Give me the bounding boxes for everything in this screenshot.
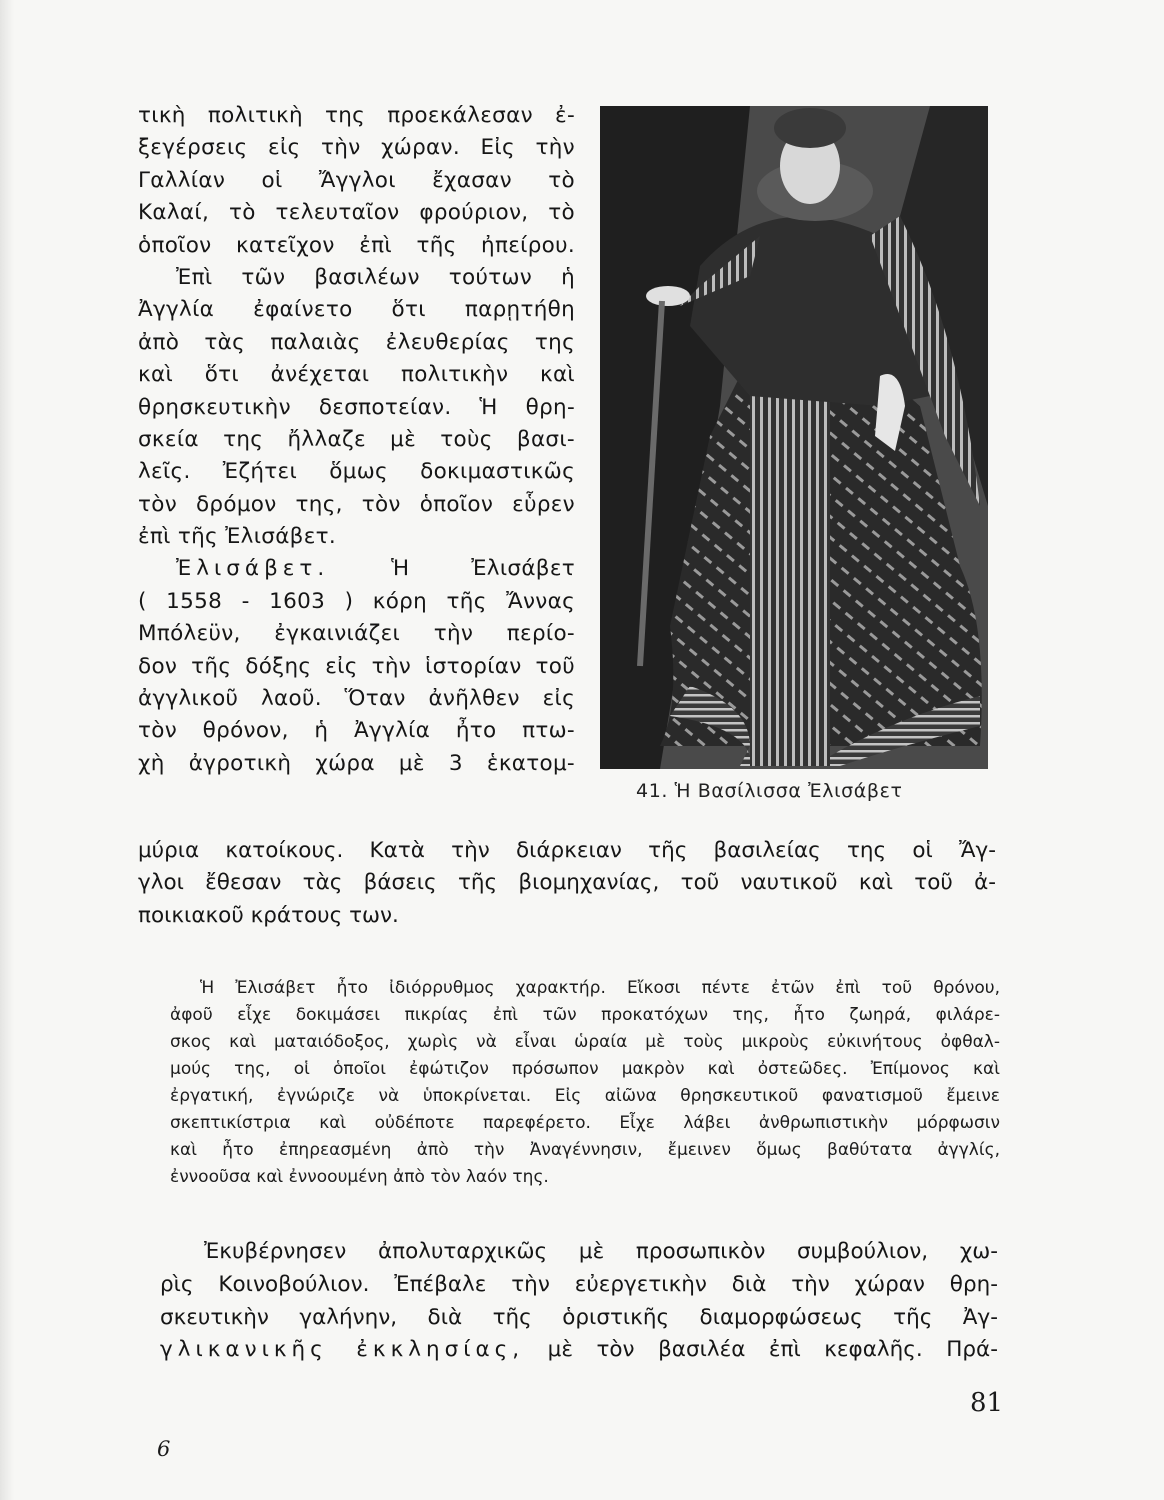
text-line: γλοι ἔθεσαν τὰς βάσεις τῆς βιομηχανίας, τοῦ ναυτικοῦ καὶ τοῦ ἀ-: [138, 870, 996, 896]
text-line: σκευτικὴν γαλήνην, διὰ τῆς ὁριστικῆς διαμορφώσεως τῆς Ἀγ-: [160, 1304, 998, 1330]
body-text-continued: [160, 1236, 998, 1367]
text-line: θρησκευτικὴν δεσποτείαν. Ἡ θρη-: [138, 394, 575, 420]
text-line: λεῖς. Ἐζήτει ὅμως δοκιμαστικῶς: [138, 459, 575, 485]
small-print-note: [170, 975, 1000, 1191]
section-heading: Ἐλισάβετ.: [176, 556, 330, 582]
text-line: Μπόλεϋν, ἐγκαινιάζει τὴν περίο-: [138, 621, 575, 647]
text-line: ἐπὶ τῆς Ἐλισάβετ.: [138, 524, 337, 550]
figure-caption-text: Ἡ Βασίλισσα Ἐλισάβετ: [674, 780, 903, 802]
wide-text: [138, 835, 996, 932]
note-line: σκεπτικίστρια καὶ οὐδέποτε παρεφέρετο. Εἶχε λάβει ἀνθρωπιστικὴν μόρφωσιν: [170, 1113, 1000, 1133]
signature-mark: 6: [157, 1437, 171, 1461]
text-line: ( 1558 - 1603 ) κόρη τῆς Ἄννας: [138, 588, 575, 614]
text-line: Ἐκυβέρνησεν ἀπολυταρχικῶς μὲ προσωπικὸν συμβούλιον, χω-: [204, 1239, 998, 1264]
text-line: σκεία της ἤλλαζε μὲ τοὺς βασι-: [138, 426, 575, 452]
text-line: ἀγγλικοῦ λαοῦ. Ὅταν ἀνῆλθεν εἰς: [138, 686, 575, 712]
hair: [774, 108, 846, 148]
text-line: ποικιακοῦ κράτους των.: [138, 902, 399, 928]
text-line: τὸν θρόνον, ἡ Ἀγγλία ἦτο πτω-: [138, 718, 575, 744]
figure-caption: [636, 780, 903, 802]
hand-left: [646, 286, 690, 306]
text-line: μύρια κατοίκους. Κατὰ τὴν διάρκειαν τῆς βασιλείας της οἱ Ἄγ-: [138, 838, 996, 863]
text-line: χὴ ἀγροτικὴ χώρα μὲ 3 ἑκατομ-: [138, 750, 575, 776]
section-start-line: [138, 553, 575, 585]
note-line: καὶ ἦτο ἐπηρεασμένη ἀπὸ τὴν Ἀναγέννησιν, ἔμεινεν ὅμως βαθύτατα ἀγγλίς,: [170, 1140, 1000, 1160]
text-line: Ἀγγλία ἐφαίνετο ὅτι παρῃτήθη: [138, 297, 575, 323]
column-text: [138, 100, 575, 780]
portrait-image: [600, 106, 988, 769]
note-line: ἐννοοῦσα καὶ ἐννοουμένη ἀπὸ τὸν λαόν της.: [170, 1167, 549, 1187]
text-line: καὶ ὅτι ἀνέχεται πολιτικὴν καὶ: [138, 362, 575, 388]
figure-number: 41.: [636, 780, 669, 802]
portrait-figure: [600, 106, 988, 769]
text-line: ἀπὸ τὰς παλαιὰς ἐλευθερίας της: [138, 329, 575, 355]
gown-panel: [750, 356, 830, 766]
text-line: Γαλλίαν οἱ Ἄγγλοι ἔχασαν τὸ: [138, 167, 575, 193]
page-edge-shadow: [0, 0, 14, 1500]
note-line: Ἡ Ἐλισάβετ ἦτο ἰδιόρρυθμος χαρακτήρ. Εἴκοσι πέντε ἐτῶν ἐπὶ τοῦ θρόνου,: [200, 978, 1000, 998]
text-line: ρὶς Κοινοβούλιον. Ἐπέβαλε τὴν εὐεργετικὴν διὰ τὴν χώραν θρη-: [160, 1271, 998, 1297]
text-line-composite: [160, 1334, 998, 1367]
text-line: ὁποῖον κατεῖχον ἐπὶ τῆς ἠπείρου.: [138, 232, 575, 258]
text-fragment: Ἡ Ἐλισάβετ: [391, 556, 575, 582]
text-line: τικὴ πολιτικὴ της προεκάλεσαν ἐ-: [138, 103, 575, 128]
text-line: τὸν δρόμον της, τὸν ὁποῖον εὗρεν: [138, 491, 575, 517]
text-line: Καλαί, τὸ τελευταῖον φρούριον, τὸ: [138, 200, 575, 226]
note-line: ἐργατική, ἐγνώριζε νὰ ὑποκρίνεται. Εἰς αἰῶνα θρησκευτικοῦ φανατισμοῦ ἔμεινε: [170, 1086, 1000, 1106]
text-line: Ἐπὶ τῶν βασιλέων τούτων ἡ: [176, 264, 575, 290]
spaced-emphasis: γλικανικῆς ἐκκλησίας,: [160, 1337, 525, 1363]
page-number: 81: [970, 1388, 1004, 1418]
text-fragment: μὲ τὸν βασιλέα ἐπὶ κεφαλῆς. Πρά-: [547, 1337, 998, 1363]
note-line: ἀφοῦ εἶχε δοκιμάσει πικρίας ἐπὶ τῶν προκατόχων της, ἦτο ζωηρά, φιλάρε-: [170, 1005, 1000, 1025]
text-line: ξεγέρσεις εἰς τὴν χώραν. Εἰς τὴν: [138, 135, 575, 161]
note-line: σκος καὶ ματαιόδοξος, χωρὶς νὰ εἶναι ὡραία μὲ τοὺς μικροὺς εὐκινήτους ὀφθαλ-: [170, 1032, 1000, 1052]
note-line: μούς της, οἱ ὁποῖοι ἐφώτιζον πρόσωπον μακρὸν καὶ ὀστεῶδες. Ἐπίμονος καὶ: [170, 1059, 1000, 1079]
text-line: δον τῆς δόξης εἰς τὴν ἱστορίαν τοῦ: [138, 653, 575, 679]
